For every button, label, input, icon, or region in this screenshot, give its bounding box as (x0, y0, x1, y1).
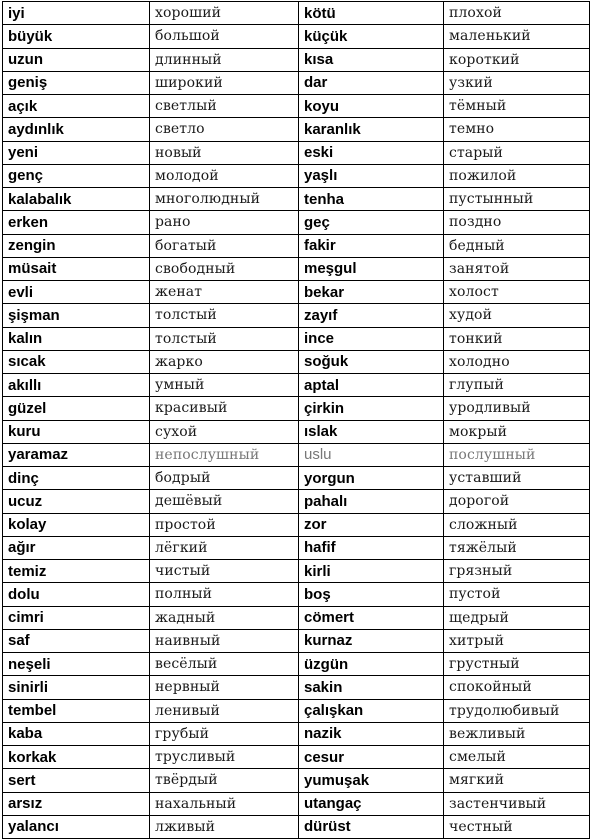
russian-translation-cell: нервный (150, 676, 299, 699)
turkish-antonym-cell: ince (299, 327, 444, 350)
russian-translation-cell: жарко (150, 350, 299, 373)
russian-translation-cell: хороший (150, 2, 299, 25)
table-row (3, 141, 590, 164)
russian-antonym-translation-cell: бедный (444, 234, 590, 257)
russian-translation-cell: полный (150, 583, 299, 606)
turkish-antonym-cell: koyu (299, 95, 444, 118)
turkish-word-cell: sert (3, 769, 150, 792)
russian-antonym-translation-cell: застенчивый (444, 792, 590, 815)
turkish-word-cell: dolu (3, 583, 150, 606)
turkish-word-cell: cimri (3, 606, 150, 629)
turkish-word-cell: ucuz (3, 490, 150, 513)
turkish-word-cell: kalın (3, 327, 150, 350)
russian-translation-cell: широкий (150, 71, 299, 94)
turkish-word-cell: korkak (3, 746, 150, 769)
table-row (3, 815, 590, 838)
table-row (3, 118, 590, 141)
russian-antonym-translation-cell: трудолюбивый (444, 699, 590, 722)
table-row (3, 792, 590, 815)
russian-translation-cell: новый (150, 141, 299, 164)
turkish-word-cell: zengin (3, 234, 150, 257)
turkish-antonym-cell: yumuşak (299, 769, 444, 792)
turkish-antonym-cell: dürüst (299, 815, 444, 838)
turkish-word-cell: yalancı (3, 815, 150, 838)
russian-translation-cell: нахальный (150, 792, 299, 815)
table-row (3, 374, 590, 397)
table-row (3, 327, 590, 350)
russian-antonym-translation-cell: спокойный (444, 676, 590, 699)
table-row (3, 606, 590, 629)
turkish-antonym-cell: aptal (299, 374, 444, 397)
russian-translation-cell: наивный (150, 629, 299, 652)
russian-translation-cell: светлый (150, 95, 299, 118)
turkish-word-cell: yaramaz (3, 443, 150, 466)
turkish-antonym-cell: cesur (299, 746, 444, 769)
russian-antonym-translation-cell: честный (444, 815, 590, 838)
russian-translation-cell: сухой (150, 420, 299, 443)
table-row (3, 397, 590, 420)
turkish-antonym-cell: zayıf (299, 304, 444, 327)
russian-antonym-translation-cell: занятой (444, 257, 590, 280)
table-row (3, 443, 590, 466)
russian-translation-cell: ленивый (150, 699, 299, 722)
russian-antonym-translation-cell: короткий (444, 48, 590, 71)
turkish-word-cell: uzun (3, 48, 150, 71)
russian-antonym-translation-cell: пожилой (444, 164, 590, 187)
russian-antonym-translation-cell: поздно (444, 211, 590, 234)
russian-antonym-translation-cell: узкий (444, 71, 590, 94)
turkish-word-cell: temiz (3, 560, 150, 583)
table-row (3, 467, 590, 490)
turkish-word-cell: genç (3, 164, 150, 187)
turkish-word-cell: ağır (3, 536, 150, 559)
turkish-word-cell: saf (3, 629, 150, 652)
turkish-word-cell: güzel (3, 397, 150, 420)
turkish-word-cell: evli (3, 281, 150, 304)
russian-translation-cell: молодой (150, 164, 299, 187)
table-row (3, 653, 590, 676)
russian-translation-cell: твёрдый (150, 769, 299, 792)
russian-antonym-translation-cell: хитрый (444, 629, 590, 652)
table-row (3, 722, 590, 745)
turkish-antonym-cell: cömert (299, 606, 444, 629)
table-row (3, 234, 590, 257)
russian-translation-cell: дешёвый (150, 490, 299, 513)
russian-translation-cell: чистый (150, 560, 299, 583)
turkish-antonym-cell: eski (299, 141, 444, 164)
turkish-antonym-cell: kötü (299, 2, 444, 25)
russian-antonym-translation-cell: тонкий (444, 327, 590, 350)
russian-antonym-translation-cell: плохой (444, 2, 590, 25)
table-row (3, 513, 590, 536)
russian-antonym-translation-cell: сложный (444, 513, 590, 536)
russian-antonym-translation-cell: пустынный (444, 188, 590, 211)
russian-antonym-translation-cell: холодно (444, 350, 590, 373)
table-row (3, 281, 590, 304)
russian-translation-cell: толстый (150, 327, 299, 350)
turkish-antonym-cell: nazik (299, 722, 444, 745)
russian-translation-cell: весёлый (150, 653, 299, 676)
turkish-word-cell: geniş (3, 71, 150, 94)
table-row (3, 48, 590, 71)
table-row (3, 420, 590, 443)
turkish-antonym-cell: utangaç (299, 792, 444, 815)
russian-translation-cell: длинный (150, 48, 299, 71)
table-row (3, 95, 590, 118)
table-row (3, 211, 590, 234)
turkish-antonym-cell: sakin (299, 676, 444, 699)
russian-antonym-translation-cell: послушный (444, 443, 590, 466)
russian-translation-cell: женат (150, 281, 299, 304)
table-row (3, 699, 590, 722)
russian-antonym-translation-cell: мокрый (444, 420, 590, 443)
russian-antonym-translation-cell: смелый (444, 746, 590, 769)
russian-translation-cell: толстый (150, 304, 299, 327)
turkish-antonym-cell: yorgun (299, 467, 444, 490)
turkish-word-cell: kolay (3, 513, 150, 536)
turkish-word-cell: kalabalık (3, 188, 150, 211)
turkish-antonym-cell: tenha (299, 188, 444, 211)
turkish-antonym-cell: hafif (299, 536, 444, 559)
russian-translation-cell: жадный (150, 606, 299, 629)
turkish-antonym-cell: kirli (299, 560, 444, 583)
turkish-antonym-cell: çalışkan (299, 699, 444, 722)
vocabulary-table-body (3, 2, 590, 839)
turkish-word-cell: neşeli (3, 653, 150, 676)
table-row (3, 676, 590, 699)
russian-antonym-translation-cell: грязный (444, 560, 590, 583)
russian-translation-cell: простой (150, 513, 299, 536)
turkish-word-cell: kuru (3, 420, 150, 443)
table-row (3, 350, 590, 373)
table-row (3, 71, 590, 94)
turkish-word-cell: dinç (3, 467, 150, 490)
turkish-antonym-cell: küçük (299, 25, 444, 48)
russian-antonym-translation-cell: вежливый (444, 722, 590, 745)
table-row (3, 583, 590, 606)
turkish-antonym-cell: dar (299, 71, 444, 94)
turkish-word-cell: tembel (3, 699, 150, 722)
russian-antonym-translation-cell: холост (444, 281, 590, 304)
turkish-antonym-cell: soğuk (299, 350, 444, 373)
turkish-antonym-cell: kurnaz (299, 629, 444, 652)
russian-translation-cell: бодрый (150, 467, 299, 490)
turkish-antonym-cell: pahalı (299, 490, 444, 513)
table-row (3, 629, 590, 652)
russian-antonym-translation-cell: пустой (444, 583, 590, 606)
turkish-antonym-cell: ıslak (299, 420, 444, 443)
turkish-antonym-cell: üzgün (299, 653, 444, 676)
russian-translation-cell: красивый (150, 397, 299, 420)
turkish-antonym-cell: çirkin (299, 397, 444, 420)
turkish-word-cell: iyi (3, 2, 150, 25)
turkish-word-cell: aydınlık (3, 118, 150, 141)
russian-translation-cell: богатый (150, 234, 299, 257)
turkish-antonym-cell: bekar (299, 281, 444, 304)
russian-antonym-translation-cell: дорогой (444, 490, 590, 513)
russian-translation-cell: свободный (150, 257, 299, 280)
turkish-word-cell: erken (3, 211, 150, 234)
vocabulary-table (2, 1, 590, 839)
table-row (3, 257, 590, 280)
turkish-word-cell: akıllı (3, 374, 150, 397)
table-row (3, 164, 590, 187)
russian-antonym-translation-cell: тяжёлый (444, 536, 590, 559)
russian-antonym-translation-cell: тёмный (444, 95, 590, 118)
russian-antonym-translation-cell: уставший (444, 467, 590, 490)
russian-antonym-translation-cell: грустный (444, 653, 590, 676)
turkish-antonym-cell: yaşlı (299, 164, 444, 187)
russian-translation-cell: непослушный (150, 443, 299, 466)
turkish-antonym-cell: meşgul (299, 257, 444, 280)
turkish-word-cell: yeni (3, 141, 150, 164)
turkish-antonym-cell: kısa (299, 48, 444, 71)
turkish-antonym-cell: fakir (299, 234, 444, 257)
russian-antonym-translation-cell: худой (444, 304, 590, 327)
turkish-antonym-cell: uslu (299, 443, 444, 466)
table-row (3, 746, 590, 769)
table-row (3, 2, 590, 25)
table-row (3, 188, 590, 211)
table-row (3, 560, 590, 583)
turkish-antonym-cell: boş (299, 583, 444, 606)
table-row (3, 25, 590, 48)
turkish-antonym-cell: zor (299, 513, 444, 536)
russian-antonym-translation-cell: темно (444, 118, 590, 141)
russian-antonym-translation-cell: уродливый (444, 397, 590, 420)
russian-antonym-translation-cell: старый (444, 141, 590, 164)
table-row (3, 490, 590, 513)
russian-antonym-translation-cell: глупый (444, 374, 590, 397)
turkish-word-cell: kaba (3, 722, 150, 745)
russian-antonym-translation-cell: мягкий (444, 769, 590, 792)
russian-translation-cell: лживый (150, 815, 299, 838)
table-row (3, 536, 590, 559)
turkish-word-cell: sıcak (3, 350, 150, 373)
russian-antonym-translation-cell: маленький (444, 25, 590, 48)
turkish-word-cell: büyük (3, 25, 150, 48)
turkish-word-cell: şişman (3, 304, 150, 327)
russian-translation-cell: лёгкий (150, 536, 299, 559)
table-row (3, 769, 590, 792)
russian-translation-cell: трусливый (150, 746, 299, 769)
russian-translation-cell: рано (150, 211, 299, 234)
turkish-word-cell: müsait (3, 257, 150, 280)
turkish-word-cell: açık (3, 95, 150, 118)
russian-translation-cell: грубый (150, 722, 299, 745)
turkish-antonym-cell: karanlık (299, 118, 444, 141)
russian-translation-cell: большой (150, 25, 299, 48)
table-row (3, 304, 590, 327)
turkish-antonym-cell: geç (299, 211, 444, 234)
russian-translation-cell: многолюдный (150, 188, 299, 211)
russian-translation-cell: умный (150, 374, 299, 397)
turkish-word-cell: arsız (3, 792, 150, 815)
turkish-word-cell: sinirli (3, 676, 150, 699)
russian-antonym-translation-cell: щедрый (444, 606, 590, 629)
russian-translation-cell: светло (150, 118, 299, 141)
